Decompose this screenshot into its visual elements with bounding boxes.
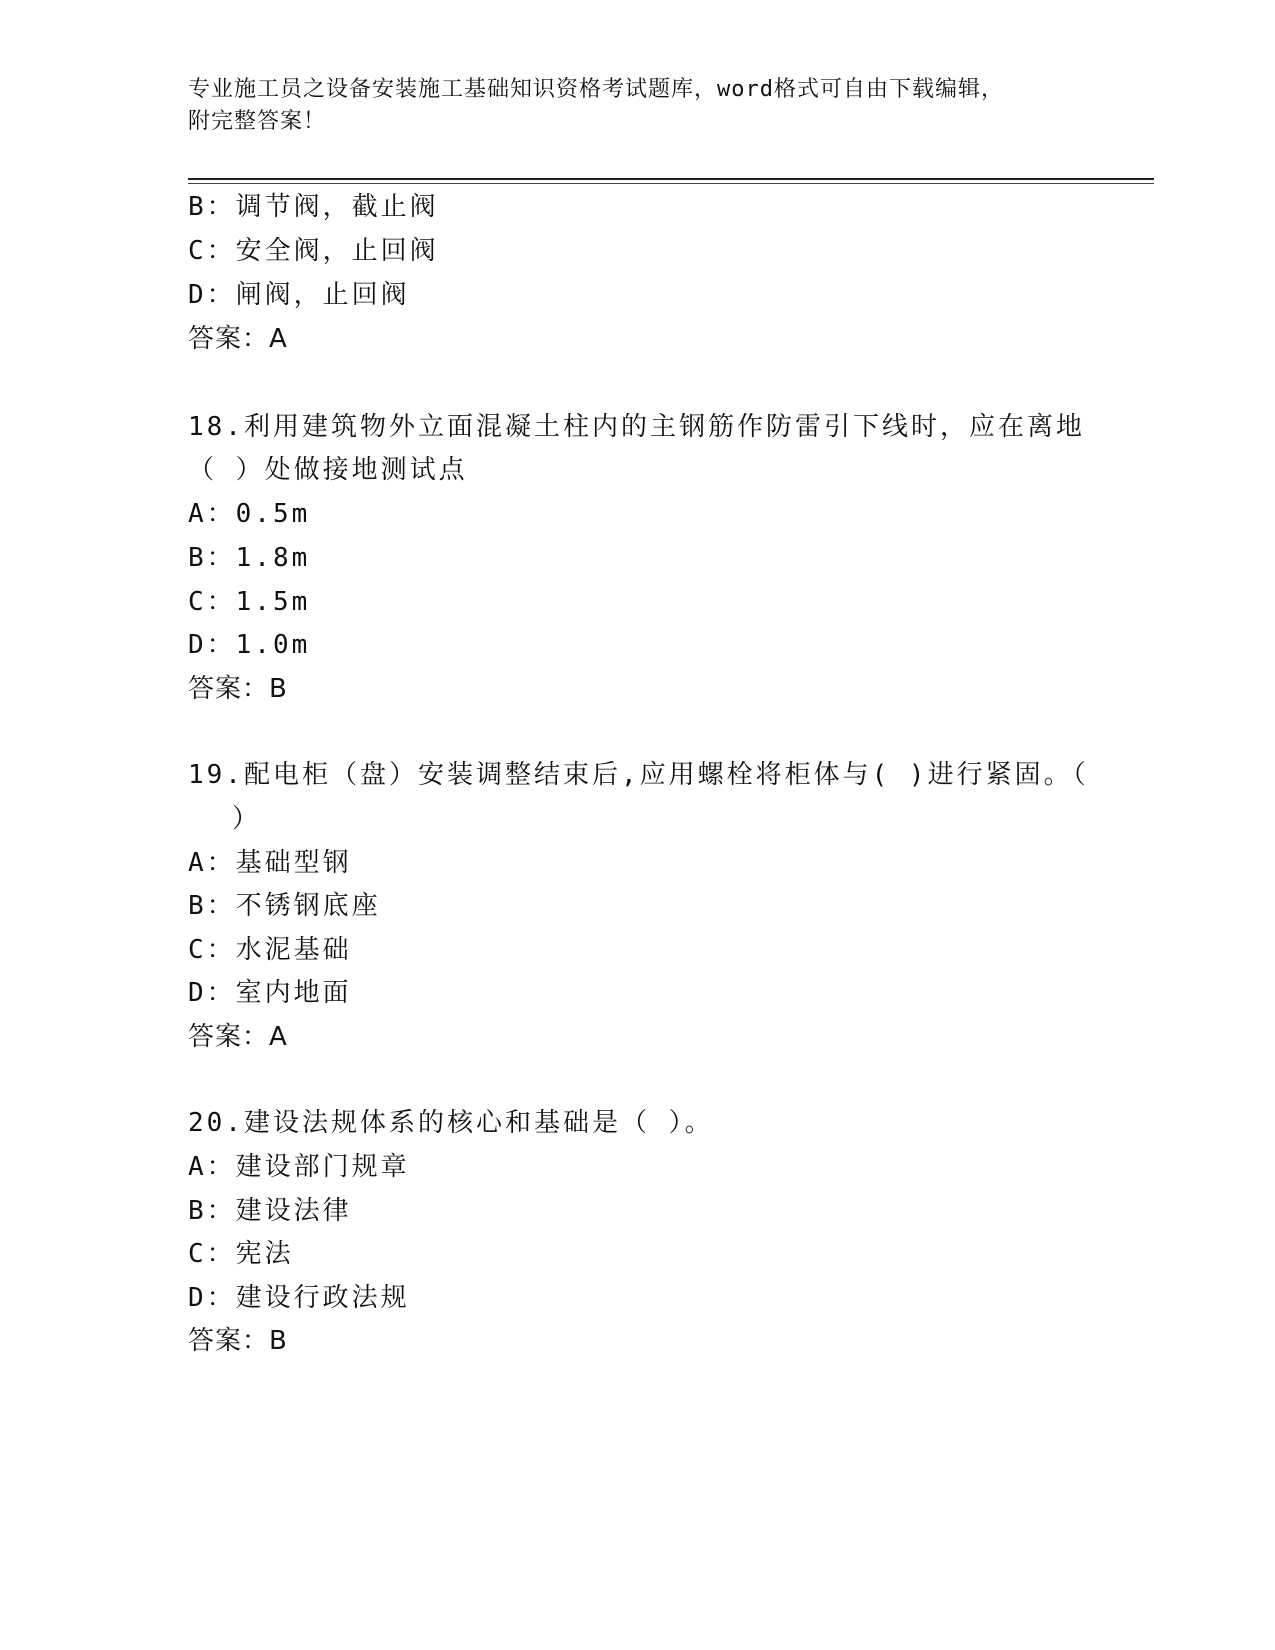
header-divider	[188, 178, 1154, 180]
q18-option-b: B：1.8m	[188, 543, 311, 573]
page-header	[188, 74, 1088, 138]
header-divider-secondary	[188, 183, 1154, 184]
q20-answer: 答案：B	[188, 1326, 288, 1356]
q17-option-b: B：调节阀，截止阀	[188, 192, 439, 222]
q20-option-b: B：建设法律	[188, 1196, 352, 1226]
q17-option-c: C：安全阀，止回阀	[188, 236, 439, 266]
q20-stem: 20.建设法规体系的核心和基础是（ ）。	[188, 1108, 714, 1138]
q18-stem-line-2: （ ）处做接地测试点	[188, 455, 468, 485]
q17-answer: 答案：A	[188, 324, 288, 354]
header-title-line-1: 专业施工员之设备安装施工基础知识资格考试题库，word格式可自由下载编辑，	[188, 77, 1004, 102]
header-title-line-2: 附完整答案！	[188, 109, 327, 134]
q19-option-c: C：水泥基础	[188, 935, 352, 965]
q19-stem-line-1: 19.配电柜（盘）安装调整结束后,应用螺栓将柜体与( )进行紧固。（	[188, 760, 1089, 790]
q18-answer: 答案：B	[188, 674, 288, 704]
q20-option-d: D：建设行政法规	[188, 1283, 410, 1313]
q19-option-a: A：基础型钢	[188, 848, 352, 878]
q17-option-d: D：闸阀，止回阀	[188, 280, 410, 310]
q19-option-b: B：不锈钢底座	[188, 891, 381, 921]
q18-option-d: D：1.0m	[188, 630, 311, 660]
q18-option-a: A：0.5m	[188, 499, 311, 529]
q19-answer: 答案：A	[188, 1022, 288, 1052]
q19-option-d: D：室内地面	[188, 978, 352, 1008]
q20-option-a: A：建设部门规章	[188, 1152, 410, 1182]
q20-option-c: C：宪法	[188, 1239, 294, 1269]
q18-stem-line-1: 18.利用建筑物外立面混凝土柱内的主钢筋作防雷引下线时，应在离地	[188, 412, 1085, 442]
q19-stem-line-2: ）	[232, 804, 262, 834]
q18-option-c: C：1.5m	[188, 587, 311, 617]
